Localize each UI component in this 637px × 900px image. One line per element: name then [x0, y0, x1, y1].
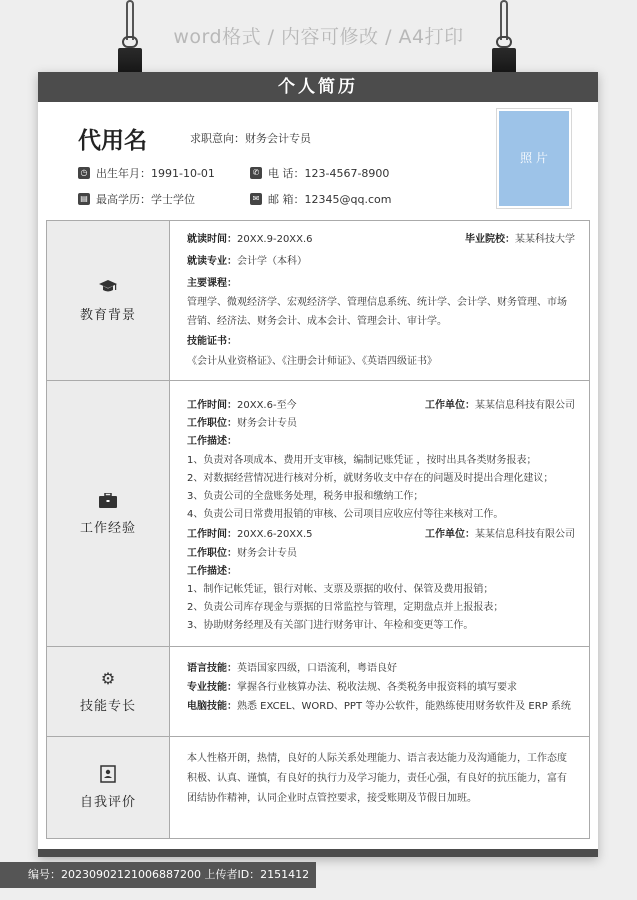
period-label: 就读时间： — [187, 234, 237, 245]
footer-id-bar — [0, 862, 316, 888]
self-eval-line: 积极、认真、谨慎，有良好的执行力及学习能力，责任心强，有良好的抗压能力，富有 — [187, 773, 567, 784]
job-desc-line: 1、负责对各项成本、费用开支审核，编制记账凭证 ，按时出具各类财务报表； — [187, 454, 537, 466]
page-bottom-bar — [38, 849, 598, 857]
school-label: 毕业院校： — [465, 234, 515, 245]
job-desc-line: 2、对数据经营情况进行核对分析，就财务收支中存在的问题及时提出合理化建议； — [187, 472, 554, 484]
email-text: 邮 箱：12345@qq.com — [268, 193, 392, 206]
job-position: 财务会计专员 — [237, 418, 297, 430]
birth-info — [78, 165, 215, 181]
job-desc-line: 3、负责公司的全盘账务处理，税务申报和缴纳工作； — [187, 491, 424, 503]
self-eval-line: 本人性格开朗，热情，良好的人际关系处理能力、语言表达能力及沟通能力，工作态度 — [187, 753, 567, 764]
education-title: 教育背景 — [79, 308, 136, 323]
computer-skill: 电脑技能：熟悉 EXCEL、WORD、PPT 等办公软件，能熟练使用财务软件及 ERP 系统 — [187, 701, 571, 712]
job-desc-line: 2、负责公司库存现金与票据的日常监控与管理，定期盘点并上报报表； — [187, 602, 504, 614]
language-skill: 语言技能：英语国家四级，口语流利，粤语良好 — [187, 663, 397, 674]
job-desc-line: 1、制作记帐凭证，银行对帐、支票及票据的收付、保管及费用报销； — [187, 584, 494, 596]
period-value: 20XX.9-20XX.6 — [237, 234, 313, 245]
phone-info — [250, 165, 389, 181]
job-intent-value: 财务会计专员 — [245, 132, 311, 145]
briefcase-icon — [98, 491, 118, 509]
courses-line-1: 管理学、微观经济学、宏观经济学、管理信息系统、统计学、会计学、财务管理、市场 — [187, 297, 567, 308]
resume-page — [38, 72, 598, 857]
job-entry: 工作时间：20XX.6-20XX.5 工作单位：某某信息科技有限公司 工作职位：财务会计专员 工作描述： 1、制作记帐凭证，银行对帐、支票及票据的收付、保管及费用报销； 2、负责公司库存现金与票据的日常监控与管理，定期盘点并上报报表； 3、协助财务经理及有关部门进行财务审计、年检和变更等工作。 — [187, 526, 575, 635]
id-card-icon — [98, 765, 118, 783]
skills-section — [46, 647, 590, 737]
job-time: 20XX.6-至今 — [237, 400, 297, 411]
self-eval-line: 团结协作精神，认同企业时点管控要求，接受账期及节假日加班。 — [187, 793, 477, 804]
work-section — [46, 381, 590, 647]
resume-header — [38, 102, 598, 220]
professional-skill: 专业技能：掌握各行业核算办法、税收法规、各类税务申报资料的填写要求 — [187, 682, 517, 693]
top-banner: word格式 / 内容可修改 / A4打印 — [173, 26, 464, 48]
job-company: 某某信息科技有限公司 — [475, 529, 575, 541]
phone-icon: ✆ — [250, 167, 262, 179]
self-evaluation-section — [46, 737, 590, 839]
job-desc-line: 3、协助财务经理及有关部门进行财务审计、年检和变更等工作。 — [187, 620, 474, 632]
degree-text: 最高学历：学士学位 — [96, 193, 195, 206]
mail-icon: ✉ — [250, 193, 262, 205]
graduation-cap-icon — [98, 278, 118, 296]
job-position: 财务会计专员 — [237, 547, 297, 559]
job-time: 20XX.6-20XX.5 — [237, 529, 313, 541]
footer-text: 编号：20230902121006887200 上传者ID：2151412 — [28, 868, 310, 881]
job-intent-label: 求职意向： — [190, 132, 245, 145]
clock-icon: ◷ — [78, 167, 90, 179]
page-title: 个人简历 — [38, 72, 598, 102]
job-entry: 工作时间：20XX.6-至今 工作单位：某某信息科技有限公司 工作职位：财务会计专员 工作描述： 1、负责对各项成本、费用开支审核，编制记账凭证 ，按时出具各类财务报表； 2、对数据经营情况进行核对分析，就财务收支中存在的问题及时提出合理化建议； 3、负责公司的全盘账务处理，税务申报和缴纳工作； 4、负责公司日常费用报销的审核、公司项目应收应付等往来核对工作。 — [187, 397, 575, 524]
courses-line-2: 营销、经济法、财务会计、成本会计、管理会计、审计学。 — [187, 316, 447, 327]
email-info — [250, 191, 391, 207]
gear-icon: ⚙ — [100, 668, 116, 688]
job-intent — [190, 130, 311, 146]
cert-list: 《会计从业资格证》、《注册会计师证》、《英语四级证书》 — [187, 356, 437, 367]
job-desc-line: 4、负责公司日常费用报销的审核、公司项目应收应付等往来核对工作。 — [187, 509, 504, 521]
birth-text: 出生年月：1991-10-01 — [96, 167, 215, 180]
degree-info — [78, 191, 195, 207]
education-section — [46, 220, 590, 381]
photo-placeholder[interactable]: 照 片 — [499, 111, 569, 206]
phone-text: 电 话：123-4567-8900 — [268, 167, 390, 180]
degree-icon: ▤ — [78, 193, 90, 205]
courses-label: 主要课程： — [187, 278, 237, 289]
self-evaluation-title: 自我评价 — [79, 795, 136, 810]
applicant-name: 代用名 — [78, 128, 147, 154]
major-row: 就读专业：会计学（本科） — [187, 256, 307, 267]
skills-title: 技能专长 — [79, 699, 136, 714]
work-title: 工作经验 — [79, 521, 136, 536]
cert-label: 技能证书： — [187, 336, 237, 347]
school-value: 某某科技大学 — [515, 234, 575, 245]
education-period-row — [187, 230, 575, 249]
job-company: 某某信息科技有限公司 — [475, 400, 575, 411]
